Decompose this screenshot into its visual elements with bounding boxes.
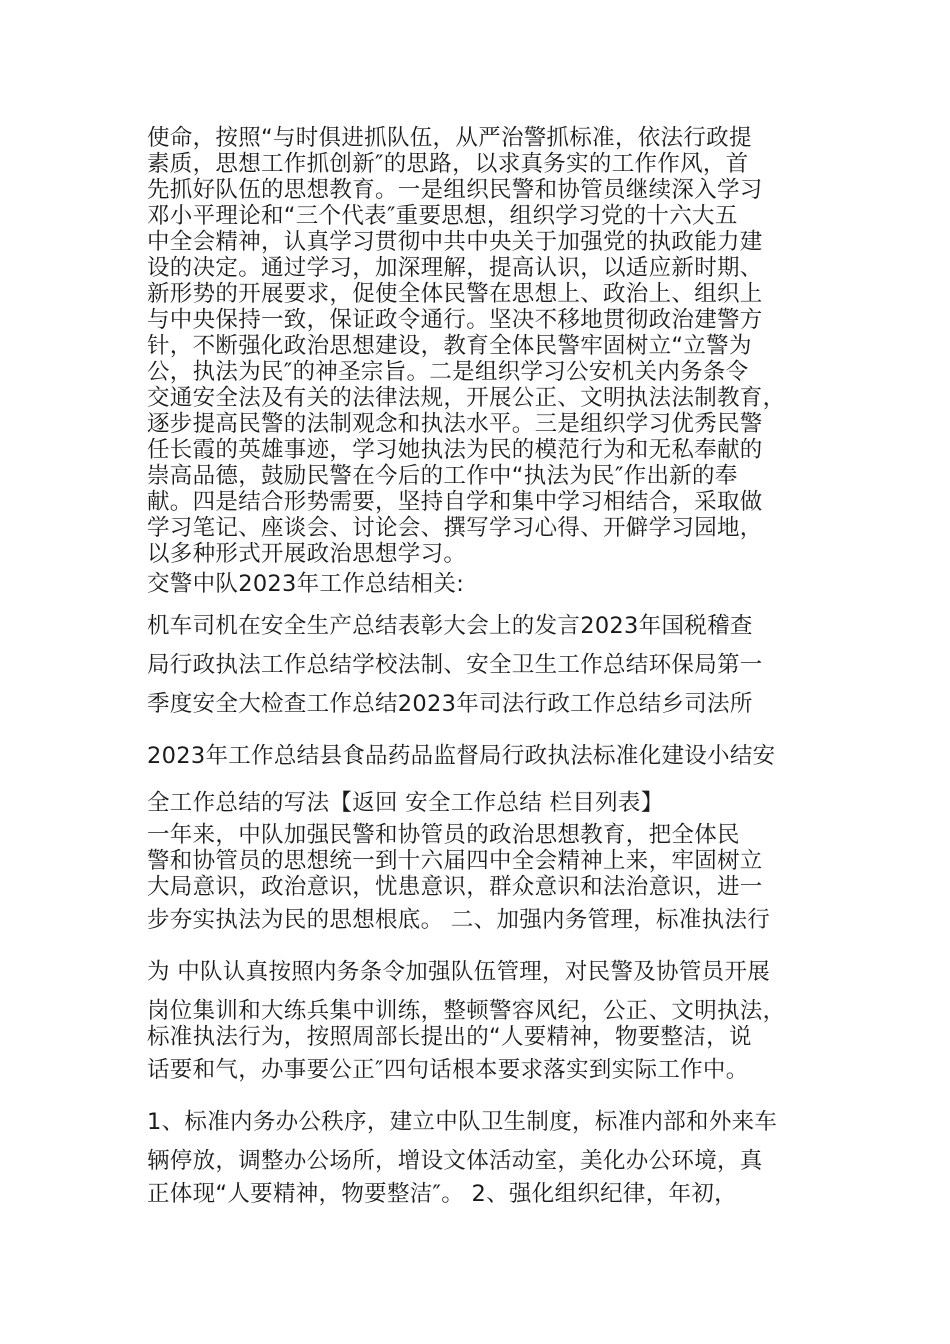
text-line: 崇高品德，鼓励民警在今后的工作中“执法为民″作出新的奉 bbox=[147, 463, 738, 489]
text-line: 1、标准内务办公秩序，建立中队卫生制度，标准内部和外来车 bbox=[147, 1109, 778, 1135]
text-line: 使命，按照“与时俱进抓队伍，从严治警抓标准，依法行政提 bbox=[147, 125, 752, 151]
text-line: 大局意识，政治意识，忧患意识，群众意识和法治意识，进一 bbox=[147, 874, 763, 900]
text-line: 新形势的开展要求，促使全体民警在思想上、政治上、组织上 bbox=[147, 281, 763, 307]
text-line: 学习笔记、座谈会、讨论会、撰写学习心得、开僻学习园地， bbox=[147, 515, 763, 541]
text-line: 任长霞的英雄事迹，学习她执法为民的模范行为和无私奉献的 bbox=[147, 437, 763, 463]
text-line: 岗位集训和大练兵集中训练，整顿警容风纪，公正、文明执法， bbox=[147, 998, 786, 1024]
text-line: 设的决定。通过学习，加深理解，提高认识，以适应新时期、 bbox=[147, 255, 763, 281]
related-link-line[interactable]: 局行政执法工作总结学校法制、安全卫生工作总结环保局第一 bbox=[147, 652, 763, 678]
text-line: 中全会精神，认真学习贯彻中共中央关于加强党的执政能力建 bbox=[147, 229, 763, 255]
text-line: 话要和气，办事要公正″四句话根本要求落实到实际工作中。 bbox=[147, 1057, 749, 1083]
text-line: 一年来，中队加强民警和协管员的政治思想教育，把全体民 bbox=[147, 822, 740, 848]
related-link-line[interactable]: 2023年工作总结县食品药品监督局行政执法标准化建设小结安 bbox=[147, 743, 776, 769]
text-line: 邓小平理论和“三个代表″重要思想，组织学习党的十六大五 bbox=[147, 203, 738, 229]
text-line: 标准执法行为，按照周部长提出的“人要精神，物要整洁，说 bbox=[147, 1024, 752, 1050]
text-line: 逐步提高民警的法制观念和执法水平。三是组织学习优秀民警 bbox=[147, 411, 763, 437]
text-line: 素质，思想工作抓创新″的思路，以求真务实的工作作风，首 bbox=[147, 151, 749, 177]
related-link-line[interactable]: 全工作总结的写法【返回 安全工作总结 栏目列表】 bbox=[147, 790, 664, 816]
text-line: 交通安全法及有关的法律法规，开展公正、文明执法法制教育， bbox=[147, 385, 786, 411]
related-heading: 交警中队2023年工作总结相关: bbox=[147, 571, 465, 597]
text-line: 与中央保持一致，保证政令通行。坚决不移地贯彻政治建警方 bbox=[147, 307, 763, 333]
text-line: 献。四是结合形势需要，坚持自学和集中学习相结合，采取做 bbox=[147, 489, 763, 515]
text-line: 辆停放，调整办公场所，增设文体活动室，美化办公环境，真 bbox=[147, 1148, 763, 1174]
related-link-line[interactable]: 机车司机在安全生产总结表彰大会上的发言2023年国税稽查 bbox=[147, 613, 753, 639]
text-line: 先抓好队伍的思想教育。一是组织民警和协管员继续深入学习 bbox=[147, 177, 763, 203]
text-line: 以多种形式开展政治思想学习。 bbox=[147, 541, 467, 567]
text-line: 公，执法为民″的神圣宗旨。二是组织学习公安机关内务条令 bbox=[147, 359, 749, 385]
text-line: 针，不断强化政治思想建设，教育全体民警牢固树立“立警为 bbox=[147, 333, 752, 359]
related-link-line[interactable]: 季度安全大检查工作总结2023年司法行政工作总结乡司法所 bbox=[147, 691, 753, 717]
text-line: 正体现“人要精神，物要整洁″。 2、强化组织纪律，年初， bbox=[147, 1181, 737, 1207]
text-line: 为 中队认真按照内务条令加强队伍管理，对民警及协管员开展 bbox=[147, 959, 771, 985]
text-line: 警和协管员的思想统一到十六届四中全会精神上来，牢固树立 bbox=[147, 848, 763, 874]
text-line: 步夯实执法为民的思想根底。 二、加强内务管理，标准执法行 bbox=[147, 907, 771, 933]
